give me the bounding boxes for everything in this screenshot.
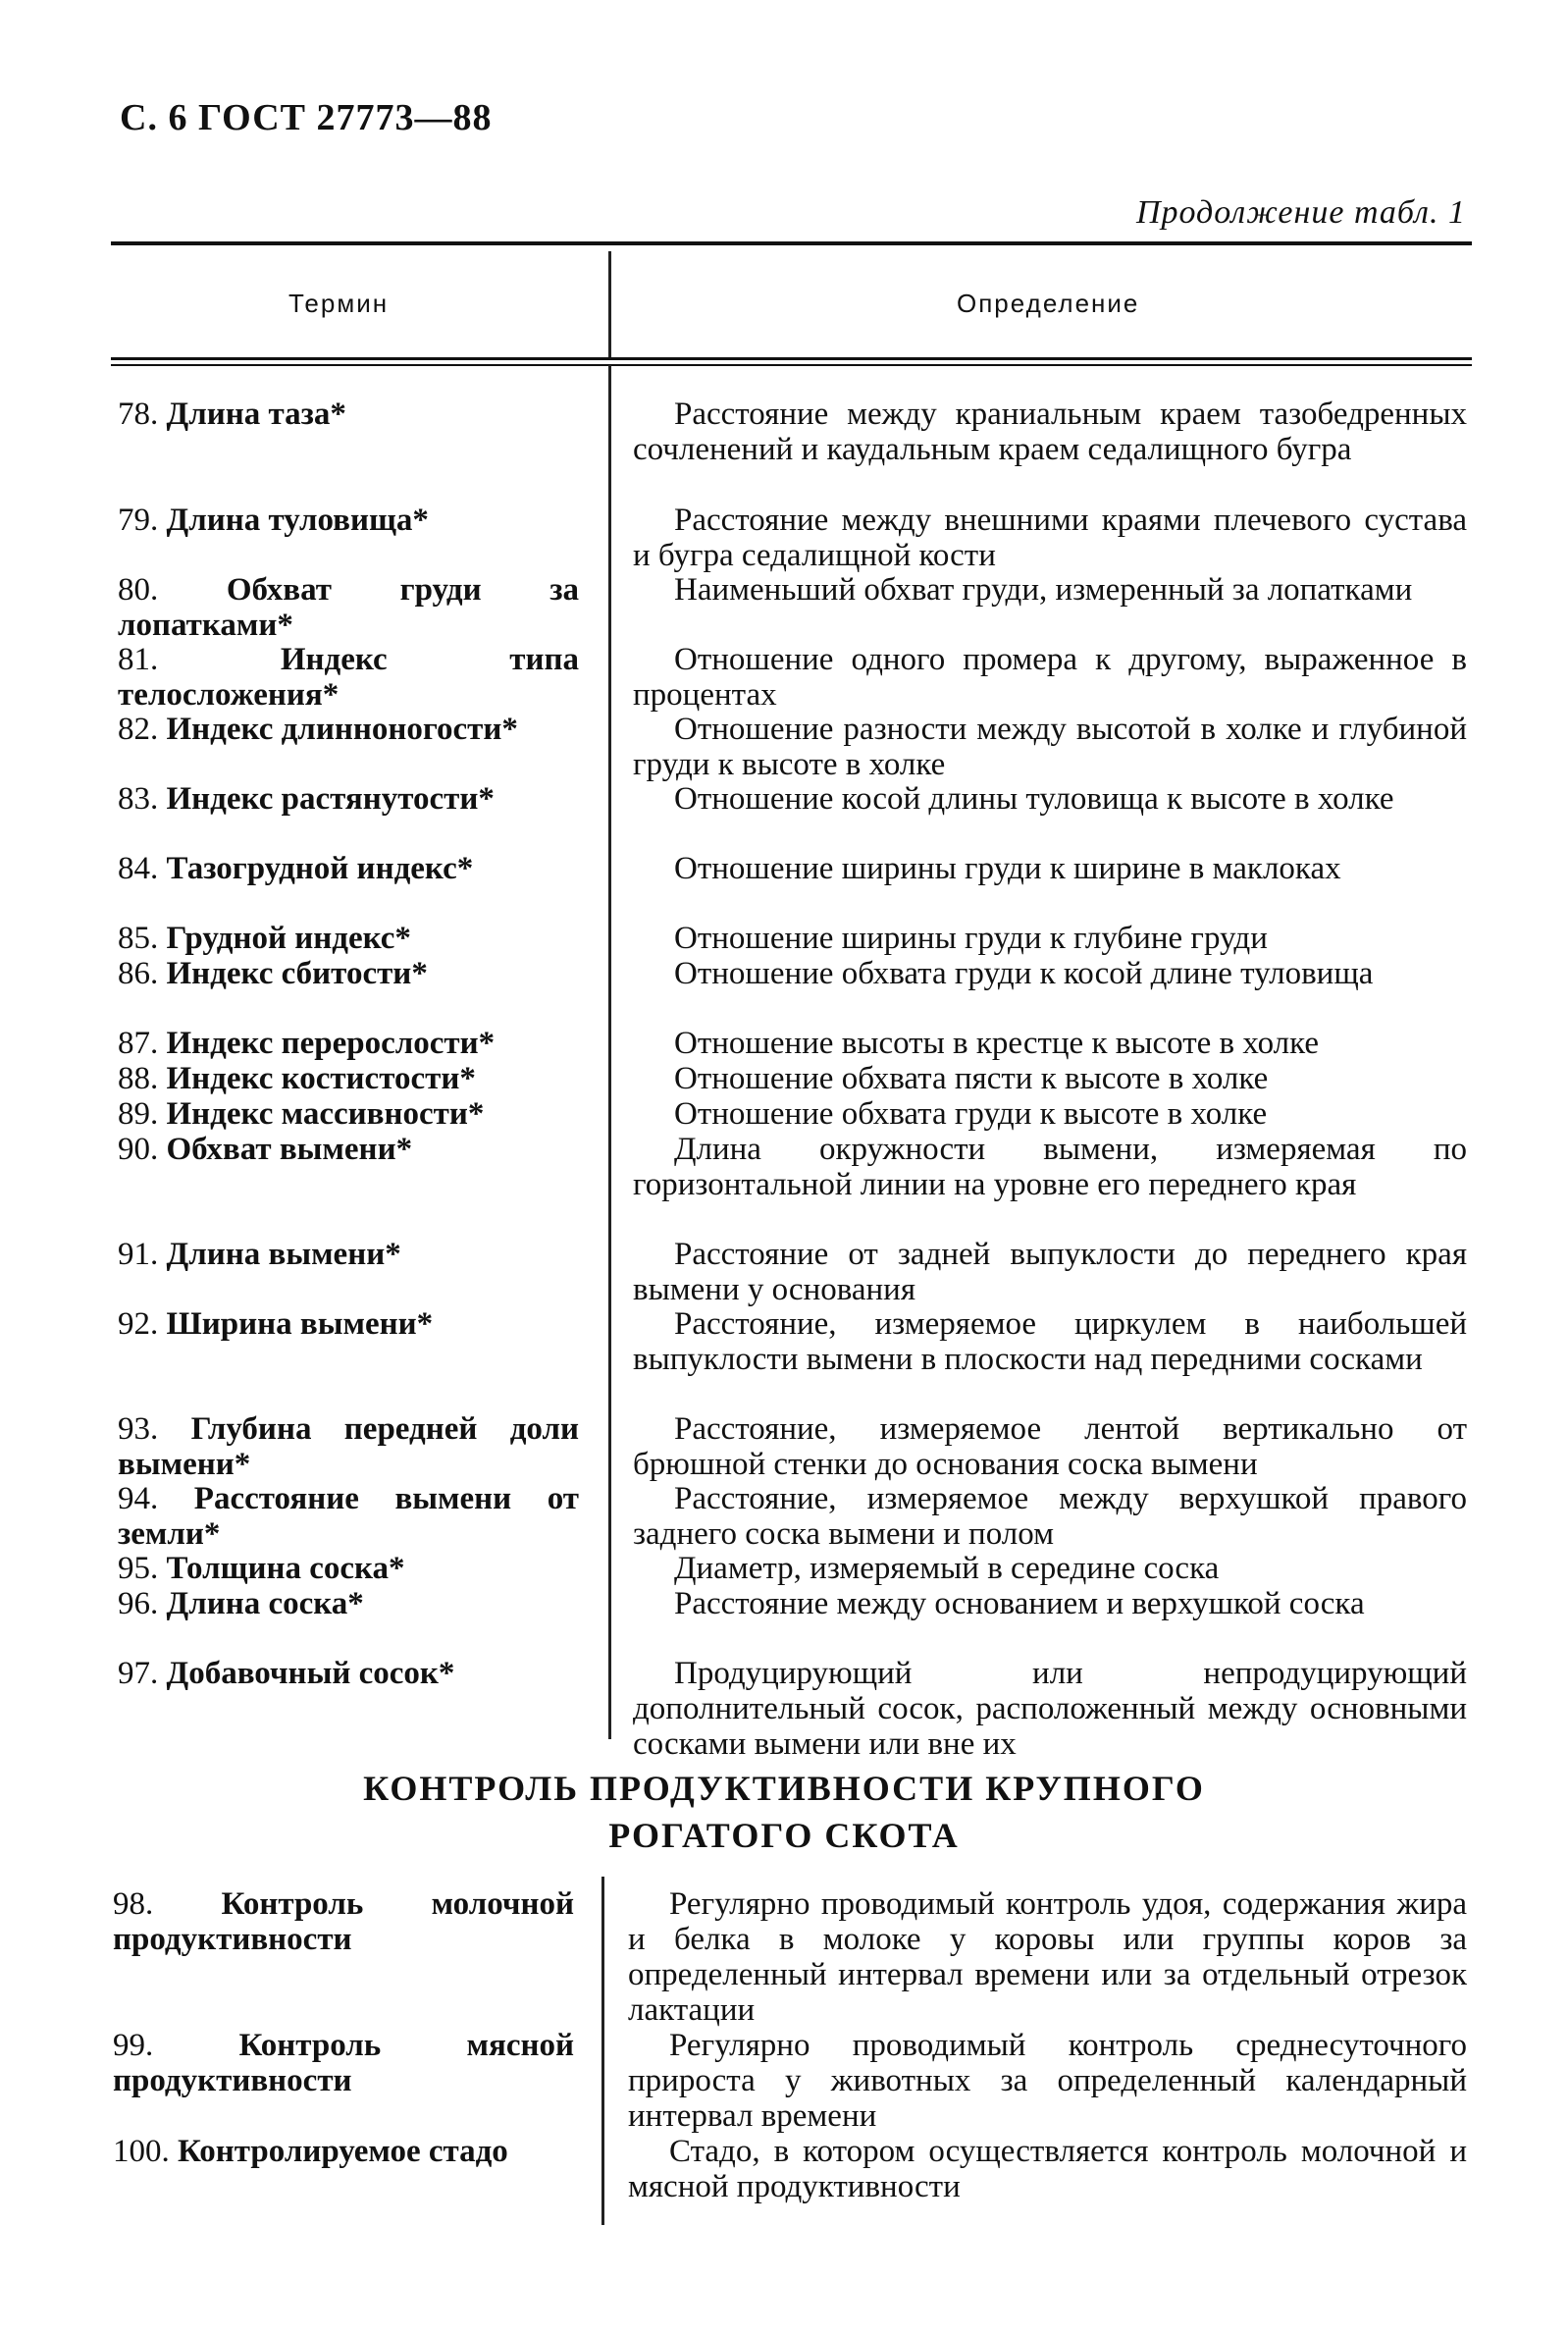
term-cell: 82. Индекс длинноногости* bbox=[118, 712, 518, 747]
definition-cell: Расстояние от задней выпуклости до переднего края вымени у основания bbox=[633, 1237, 1467, 1307]
definition-cell: Отношение обхвата пясти к высоте в холке bbox=[674, 1061, 1269, 1096]
term-cell: 79. Длина туловища* bbox=[118, 503, 429, 538]
term-cell: 87. Индекс перерослости* bbox=[118, 1026, 496, 1061]
term-cell: 83. Индекс растянутости* bbox=[118, 781, 495, 817]
table-continuation-label: Продолжение табл. 1 bbox=[1135, 194, 1466, 231]
column-header-definition: Определение bbox=[957, 289, 1140, 318]
definition-cell: Диаметр, измеряемый в середине соска bbox=[674, 1551, 1220, 1586]
definition-cell: Отношение разности между высотой в холке и глубиной груди к высоте в холке bbox=[633, 712, 1467, 782]
section-title: КОНТРОЛЬ ПРОДУКТИВНОСТИ КРУПНОГО bbox=[363, 1769, 1205, 1808]
definition-cell: Отношение одного промера к другому, выраженное в процентах bbox=[633, 642, 1467, 713]
definition-cell: Отношение обхвата груди к косой длине туловища bbox=[674, 956, 1374, 991]
term-cell: 93. Глубина передней доли вымени* bbox=[118, 1411, 579, 1482]
term-cell: 91. Длина вымени* bbox=[118, 1237, 401, 1272]
term-cell: 99. Контроль мясной продуктивности bbox=[113, 2028, 574, 2098]
header-double-rule bbox=[111, 357, 1472, 360]
definition-cell: Регулярно проводимый контроль удоя, содержания жира и белка в молоке у коровы или группы коров за определенный интервал времени или за отдельный отрезок лактации bbox=[628, 1886, 1467, 2028]
definition-cell: Расстояние, измеряемое лентой вертикально от брюшной стенки до основания соска вымени bbox=[633, 1411, 1467, 1482]
page-header: С. 6 ГОСТ 27773—88 bbox=[120, 97, 493, 138]
term-cell: 96. Длина соска* bbox=[118, 1586, 364, 1621]
table-top-rule bbox=[111, 241, 1472, 245]
definition-cell: Расстояние, измеряемое циркулем в наибольшей выпуклости вымени в плоскости над передними сосками bbox=[633, 1306, 1467, 1377]
section-title-line2: РОГАТОГО СКОТА bbox=[608, 1816, 960, 1855]
definition-cell: Регулярно проводимый контроль среднесуточного прироста у животных за определенный календарный интервал времени bbox=[628, 2028, 1467, 2134]
term-cell: 86. Индекс сбитости* bbox=[118, 956, 428, 991]
term-cell: 84. Тазогрудной индекс* bbox=[118, 851, 474, 886]
column-divider-section bbox=[601, 1877, 604, 2225]
term-cell: 88. Индекс костистости* bbox=[118, 1061, 476, 1096]
definition-cell: Расстояние между внешними краями плечевого сустава и бугра седалищной кости bbox=[633, 503, 1467, 573]
definition-cell: Расстояние между краниальным краем тазобедренных сочленений и каудальным краем седалищного бугра bbox=[633, 397, 1467, 467]
term-cell: 97. Добавочный сосок* bbox=[118, 1656, 455, 1691]
column-divider-body bbox=[608, 365, 611, 1739]
definition-cell: Длина окружности вымени, измеряемая по горизонтальной линии на уровне его переднего края bbox=[633, 1132, 1467, 1202]
column-header-term: Термин bbox=[288, 289, 390, 318]
column-divider-header bbox=[608, 251, 611, 357]
header-double-rule-lower bbox=[111, 364, 1472, 366]
term-cell: 92. Ширина вымени* bbox=[118, 1306, 434, 1342]
definition-cell: Отношение косой длины туловища к высоте в холке bbox=[674, 781, 1394, 817]
definition-cell: Отношение высоты в крестце к высоте в холке bbox=[674, 1026, 1319, 1061]
term-cell: 95. Толщина соска* bbox=[118, 1551, 405, 1586]
definition-cell: Продуцирующий или непродуцирующий дополнительный сосок, расположенный между основными сосками вымени или вне их bbox=[633, 1656, 1467, 1762]
term-cell: 94. Расстояние вымени от земли* bbox=[118, 1481, 580, 1552]
term-cell: 89. Индекс массивности* bbox=[118, 1096, 485, 1132]
definition-cell: Расстояние, измеряемое между верхушкой правого заднего соска вымени и полом bbox=[633, 1481, 1467, 1552]
definition-cell: Стадо, в котором осуществляется контроль молочной и мясной продуктивности bbox=[628, 2134, 1467, 2204]
definition-cell: Наименьший обхват груди, измеренный за лопатками bbox=[674, 572, 1413, 608]
term-cell: 98. Контроль молочной продуктивности bbox=[113, 1886, 575, 1957]
term-cell: 85. Грудной индекс* bbox=[118, 921, 411, 956]
definition-cell: Расстояние между основанием и верхушкой соска bbox=[674, 1586, 1365, 1621]
term-cell: 90. Обхват вымени* bbox=[118, 1132, 413, 1167]
definition-cell: Отношение ширины груди к глубине груди bbox=[674, 921, 1268, 956]
term-cell: 78. Длина таза* bbox=[118, 397, 346, 432]
term-cell: 81. Индекс типа телосложения* bbox=[118, 642, 579, 713]
definition-cell: Отношение обхвата груди к высоте в холке bbox=[674, 1096, 1268, 1132]
term-cell: 100. Контролируемое стадо bbox=[113, 2134, 508, 2169]
definition-cell: Отношение ширины груди к ширине в маклоках bbox=[674, 851, 1341, 886]
term-cell: 80. Обхват груди за лопатками* bbox=[118, 572, 579, 643]
